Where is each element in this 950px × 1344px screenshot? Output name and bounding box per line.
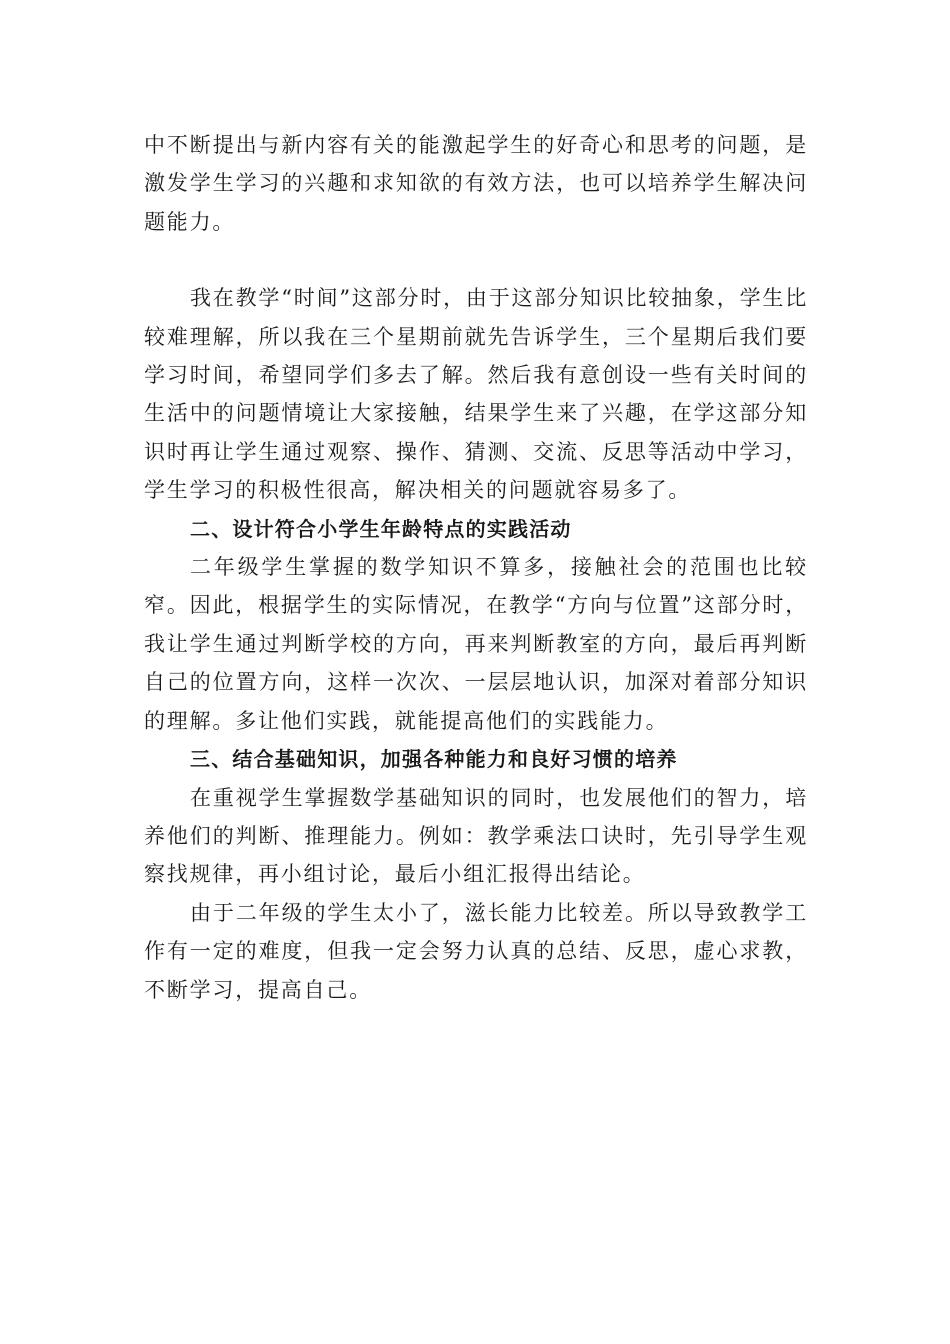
section-heading-practice-activities: 二、设计符合小学生年龄特点的实践活动 [190, 516, 572, 541]
document-page [144, 126, 808, 1009]
body-paragraph-direction-lesson: 二年级学生掌握的数学知识不算多，接触社会的范围也比较窄。因此，根据学生的实际情况，在教学“方向与位置”这部分时，我让学生通过判断学校的方向，再来判断教室的方向，最后再判断自己的位置方向，这样一次次、一层层地认识，加深对着部分知识的理解。多让他们实践，就能提高他们的实践能力。 [144, 555, 808, 733]
body-paragraph-continued: 中不断提出与新内容有关的能激起学生的好奇心和思考的问题，是激发学生学习的兴趣和求知欲的有效方法，也可以培养学生解决问题能力。 [144, 133, 808, 234]
paragraph-spacer [144, 241, 808, 279]
body-paragraph-conclusion: 由于二年级的学生太小了，滋长能力比较差。所以导致教学工作有一定的难度，但我一定会努力认真的总结、反思，虚心求教，不断学习，提高自己。 [144, 900, 808, 1002]
body-paragraph-time-lesson: 我在教学“时间”这部分时，由于这部分知识比较抽象，学生比较难理解，所以我在三个星期前就先告诉学生，三个星期后我们要学习时间，希望同学们多去了解。然后我有意创设一些有关时间的生活中的问题情境让大家接触，结果学生来了兴趣，在学这部分知识时再让学生通过观察、操作、猜测、交流、反思等活动中学习，学生学习的积极性很高，解决相关的问题就容易多了。 [144, 286, 808, 503]
body-paragraph-multiplication-lesson: 在重视学生掌握数学基础知识的同时，也发展他们的智力，培养他们的判断、推理能力。例如：教学乘法口诀时，先引导学生观察找规律，再小组讨论，最后小组汇报得出结论。 [144, 785, 808, 887]
section-heading-basic-knowledge: 三、结合基础知识，加强各种能力和良好习惯的培养 [190, 747, 678, 772]
